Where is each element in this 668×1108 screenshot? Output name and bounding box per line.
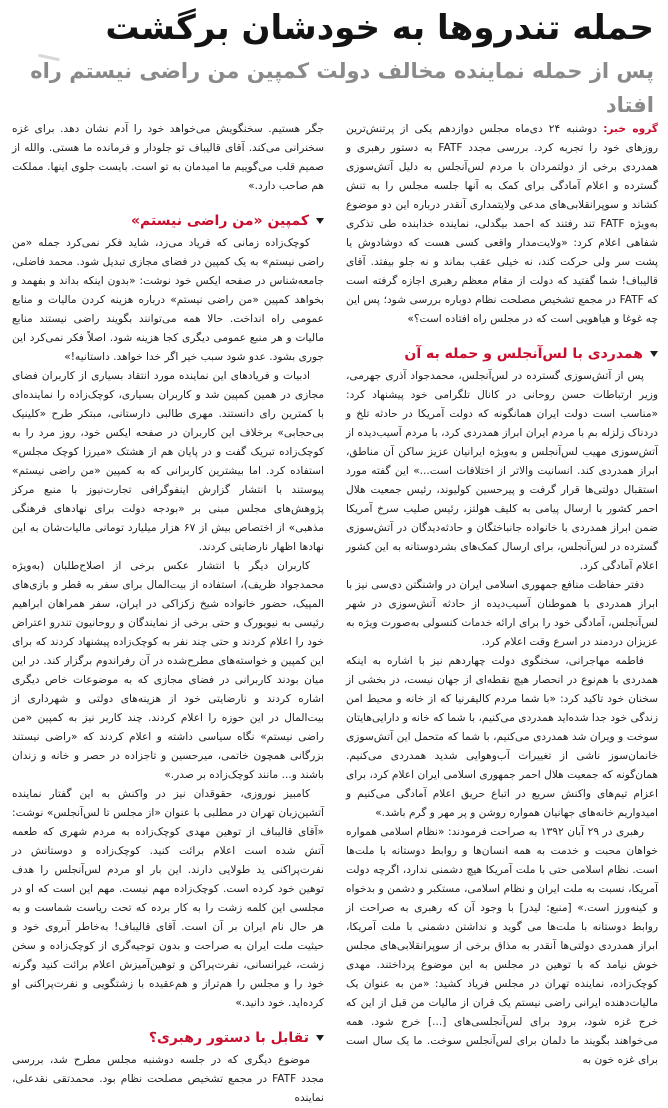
section-heading-leader-order [12, 1027, 324, 1049]
section-heading-campaign [12, 210, 324, 232]
continuation-paragraph: جگر هستیم. سخنگویش می‌خواهد خود را آدم نشان دهد. برای غزه سخنرانی می‌کند. آقای قالیباف تو جلودار و فرمانده ما هستی. والله از صمیم قلب می‌گوییم ما امیدمان به تو است. بایست جلوی اینها. مملکت هم صاحب دارد.» [12, 123, 324, 192]
newspaper-page [0, 6, 668, 1104]
section-heading-la-sympathy [346, 343, 658, 365]
triangle-bullet-icon [650, 351, 658, 357]
body-paragraph: فاطمه مهاجرانی، سخنگوی دولت چهاردهم نیز با اشاره به اینکه همدردی با هم‌نوع در انحصار هیچ نقطه‌ای از جهان نیست، در بخشی از سخنان خود تاکید کرد: «با شما مردم کالیفرنیا که از خانه و محیط امن زندگی خود جدا شده‌اید همدردی می‌کنیم، با شما که خانه و دارایی‌هایتان سوخت و ویران شد همدردی می‌کنیم، با شما که متحمل این آتش‌سوزی خانمان‌سوز ناشی از تغییرات آب‌وهوایی شدید همدردی می‌کنیم. همان‌گونه که جمعیت هلال احمر جمهوری اسلامی ایران اعلام کرد، برای اعزام تیم‌های واکنش سریع در اتباع حریق اعلام آمادگی می‌کنیم و امیدواریم خانه‌های جهانیان همواره روشن و پر مهر و گرم باشد.» [346, 655, 658, 819]
body-paragraph: کوچک‌زاده زمانی که فریاد می‌زد، شاید فکر نمی‌کرد جمله «من راضی نیستم» به یک کمپین در فضای مجازی تبدیل شود. محمد فاضلی، جامعه‌شناس در صفحه ایکس خود نوشت: «بدون اینکه بداند و بفهمد و بخواهد کمپین «من راضی نیستم» درباره هزینه کردن مالیات و منابع عمومی راه انداخت. حالا همه می‌توانند بگویند راضی نیستند منابع مالیات و هر منبع عمومی دیگری کجا هزینه شود. اصلاً فکر نمی‌کرد این جوری بشود. عدو شود سبب خیر اگر خدا خواهد. داستانیه!» [12, 237, 324, 363]
body-paragraph: رهبری در ۲۹ آبان ۱۳۹۲ به صراحت فرمودند: «نظام اسلامی همواره خواهان محبت و خدمت به همه انسان‌ها و روابط دوستانه با ملت‌ها است. نظام اسلامی حتی با ملت آمریکا هیچ دشمنی ندارد، اگرچه دولت آمریکا، نسبت به ملت ایران و نظام اسلامی، مستکبر و دشمن و بدخواه و کینه‌ورز است.» [منبع: لیدر] با وجود آن که رهبری به صراحت از روابط دوستانه با ملت‌ها می گوید و نداشتن دشمنی با ملت آمریکا، ابراز همدردی دولتی‌ها آنقدر به مذاق برخی از سوپرانقلابی‌های مجلس خوش نیامد که با توهین در مجلس به این موضوع پرداختند. مهدی کوچک‌زاده، نماینده تهران در مجلس فریاد کشید: «من به عنوان یک مالیات‌دهنده ایرانی راضی نیستم یک قران از مالیات من قبل از این که خرج غزه شود، برود برای لس‌آنجلسی‌های [...] خرج شود. همه می‌خواهند بگویند ما دلمان برای لس‌آنجلس سوخت. ما یک سال است برای غزه خون به [346, 826, 658, 1066]
article-headline: حمله تندروها به خودشان برگشت [105, 8, 654, 48]
body-paragraph: دفتر حفاظت منافع جمهوری اسلامی ایران در واشنگتن دی‌سی نیز با ابراز همدردی با هموطنان آسیب‌دیده از حادثه آتش‌سوزی در شهر لس‌آنجلس، آمادگی خود را برای ارائه خدمات کنسولی به‌صورت ویژه به عزیزان دردمند در اسرع وقت اعلام کرد. [346, 579, 658, 648]
body-paragraph: ادبیات و فریادهای این نماینده مورد انتقاد بسیاری از کاربران فضای مجازی در همین کمپین شد و کاربران بسیاری، کوچک‌زاده را نماینده‌ای با کمترین رای دانستند. مهری طالبی دارستانی، مبتکر طرح «کلینیک بی‌حجابی» برخلاف این کاربران در صفحه ایکس خود، روز مرد را به کوچک‌زاده تبریک گفت و در پایان هم از هشتک «میرزا کوچک مجلس» استفاده کرد. اما بیشترین کاربرانی که به کمپین «من راضی نیستم» پیوستند با انتشار گزارش اینفوگرافی تجارت‌نیوز با منبع مرکز پژوهش‌های مجلس مبنی بر «بودجه دولت برای نهادهای فرهنگی مذهبی» از اختصاص بیش از ۶۷ هزار میلیارد تومانی مالیات‌شان به این نهادها اظهار نارضایتی کردند. [12, 370, 324, 553]
body-paragraph: کامبیز نوروزی، حقوقدان نیز در واکنش به این گفتار نماینده آتشین‌زبان تهران در مطلبی با عنوان «از مجلس تا لس‌آنجلس» نوشت: «آقای قالیباف از توهین مهدی کوچک‌زاده به مردم شهری که طعمه آتش شده است اعلام برائت کنید. کوچک‌زاده و دوستانش در نفرت‌پراکنی ید طولایی دارند. این بار او مردم لس‌آنجلس را هدف توهین خود کرده است. کوچک‌زاده مهم نیست. مهم این است که او در مجلسی این کلمه زشت را به کار برده که تحت ریاست شماست و به هر حال نام ایران بر آن است. آقای قالیباف! به‌خاطر آبروی خود و حیثیت ملت ایران به صراحت و بدون توجیه‌گری از کوچک‌زاده و سخن زشت، غیرانسانی، نفرت‌پراکن و توهین‌آمیزش اعلام برائت کنید وگرنه خود را و مجلس را هم‌تراز و هم‌عقیده با زشتگویی و نفرت‌پراکنی او کرده‌اید. خود دانید.» [12, 788, 324, 1009]
lead-text: دوشنبه ۲۴ دی‌ماه مجلس دوازدهم یکی از پرتنش‌ترین روزهای خود را تجربه کرد. بررسی مجدد FATF به دستور رهبری و همدردی برخی از دولتمردان با مردم لس‌آنجلس به دلیل آتش‌سوزی گسترده و اعلام آمادگی برای کمک به آنها جلسه مجلس را به تنش کشاند و سوپرانقلابی‌های مدعی ولایتمداری آنقدر درباره این دو موضوع به‌ویژه FATF تند رفتند که احمد بیگدلی، نماینده خدابنده طی تذکری شفاهی اعلام کرد: «ولایت‌مدار واقعی کسی هست که دوشادوش یا پشت سر ولی حرکت کند، نه خیلی عقب بماند و نه جلو بیفتد. آقای قالیباف! شما گفتید که دولت از مقام معظم رهبری اجازه گرفته است که FATF در مجمع تشخیص مصلحت نظام دوباره بررسی شود؛ پس این چه غوغا و هیاهویی است که در مجلس راه افتاده است؟» [346, 123, 658, 325]
triangle-bullet-icon [316, 218, 324, 224]
body-paragraph: موضوع دیگری که در جلسه دوشنبه مجلس مطرح شد، بررسی مجدد FATF در مجمع تشخیص مصلحت نظام بود. محمدتقی نقدعلی، نماینده [12, 1054, 324, 1104]
section-heading-text: همدردی با لس‌آنجلس و حمله به آن [404, 346, 643, 362]
article-subheadline: پس از حمله نماینده مخالف دولت کمپین من راضی نیستم راه افتاد [30, 59, 654, 117]
triangle-bullet-icon [316, 1035, 324, 1041]
left-column [12, 120, 324, 1108]
lead-paragraph [346, 120, 658, 329]
section-heading-text: کمپین «من راضی نیستم» [131, 213, 309, 229]
right-column [346, 120, 658, 1108]
section-heading-text: تقابل با دستور رهبری؟ [148, 1030, 309, 1046]
lead-label: گروه خبر: [603, 123, 658, 135]
body-paragraph: پس از آتش‌سوزی گسترده در لس‌آنجلس، محمدجواد آذری جهرمی، وزیر ارتباطات حسن روحانی در کانال تلگرامی خود پیشنهاد کرد: «مناسب است دولت ایران همانگونه که دولت آمریکا در حادثه تلخ و دردناک زلزله بم با مردم ایران ابراز همدردی کرد، با مردم آسیب‌دیده از آتش‌سوزی مهیب لس‌آنجلس و به‌ویژه ایرانیان عزیز ساکن آن مناطق، ابراز همدردی کند. انسانیت والاتر از اختلافات است...» این گفته مورد استقبال دولتی‌ها قرار گرفت و پیرحسین کولیوند، رئیس جمعیت هلال احمر کشور با ارسال پیامی به کلیف هولتز، رئیس صلیب سرخ آمریکا ضمن ابراز همدردی با خانواده جانباختگان و حادثه‌دیدگان در آتش‌سوزی گسترده در لس‌آنجلس، برای ارسال کمک‌های بشردوستانه به این کشور اعلام آمادگی کرد. [346, 370, 658, 572]
body-paragraph: کاربران دیگر با انتشار عکس برخی از اصلاح‌طلبان (به‌ویژه محمدجواد ظریف)، استفاده از بیت‌المال برای سفر به قطر و بازی‌های المپیک، حضور خانواده شیخ زکزاکی در ایران، سفر همراهان ابراهیم رئیسی به نیویورک و حتی برخی از نمایندگان و روحانیون تندرو اعتراض خود را اعلام کردند و حتی چند نفر به کوچک‌زاده پیشنهاد کردند که برای این کمپین و خواسته‌های مطرح‌شده در آن رفراندوم برگزار کند. در این میان بودند کاربرانی در فضای مجازی که به موضوعات خاص دیگری اشاره کردند و نارضایتی خود از هزینه‌های دولتی و شهرداری از بیت‌المال در این حوزه را اعلام کردند. چند کاربر نیز به کمپین «من راضی نیستم» نگاه سیاسی داشته و اعلام کردند که «راضی نیستند بزرگانی همچون خاتمی، میرحسین و تاجزاده در حصر و خانه و زندان باشند و... مانند کوچک‌زاده بر صدر.» [12, 560, 324, 781]
article-columns [12, 120, 658, 1108]
